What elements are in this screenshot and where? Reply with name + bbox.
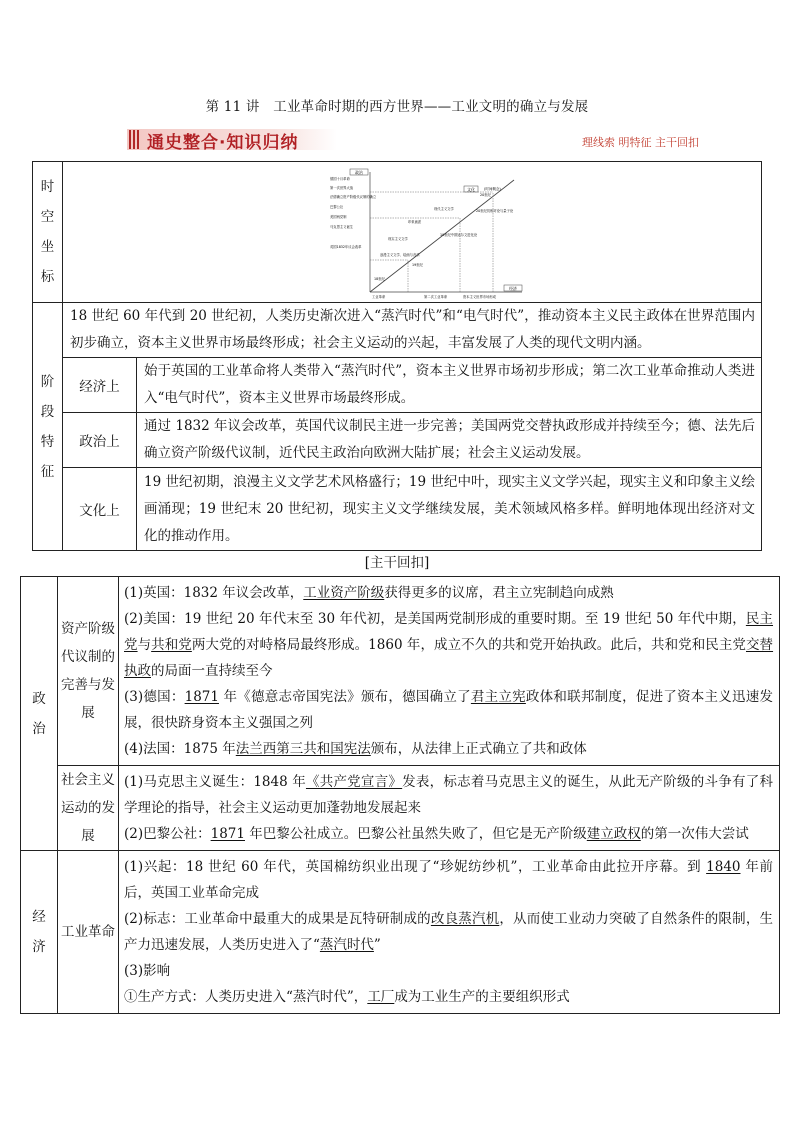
banner-title: 通史整合·知识归纳 (147, 133, 299, 153)
politics-item-4: 美国两党制 (330, 215, 347, 219)
eco-sub1-content (119, 851, 780, 1014)
politics-item-2: 法德确立资产阶级代议制的确立 (330, 195, 377, 199)
economy-item-0: 工业革命 (372, 295, 386, 299)
timeline-label: 时空坐标 (40, 179, 55, 285)
economy-heading: 经济 (32, 909, 46, 955)
politics-label: 政治上 (63, 413, 137, 468)
timeline-diagram (328, 168, 528, 300)
economy-label: 经济上 (63, 358, 137, 413)
politics-item-3: 巴黎公社 (330, 205, 344, 209)
culture-item-5: 20世纪初相对论与量子论 (476, 209, 514, 213)
eco-sub1: 工业革命 (58, 851, 119, 1014)
culture-label: 文化上 (63, 468, 137, 551)
lecture-title: 第 11 讲 工业革命时期的西方世界——工业文明的确立与发展 (205, 99, 589, 115)
section-label: [主干回扣] (364, 555, 430, 571)
economy-cell (21, 851, 58, 1014)
politics-item-0: 德国十月革命 (330, 177, 350, 181)
stage-label-cell (33, 303, 63, 551)
stage-label: 阶段特征 (40, 373, 55, 480)
axis-x-label: 经济 (509, 286, 517, 291)
review-table (20, 576, 780, 1014)
timeline-diagram-cell (63, 162, 762, 303)
culture-item-4: 19世纪中期达尔文进化论 (440, 233, 478, 237)
axis-y-label: 政治 (355, 170, 363, 175)
culture-text: 19 世纪初期，浪漫主义文学艺术风格盛行；19 世纪中叶，现实主义文学兴起，现实主义和印象主义绘画涌现；19 世纪末 20 世纪初，现实主义文学继续发展，美术领域风格多样。鲜明地体现出经济对文化的推动作用。 (137, 468, 762, 551)
timeline-label-cell (33, 162, 63, 303)
diagonal-note: (时间概念) (484, 187, 501, 191)
banner-stripes-icon (129, 130, 141, 149)
time-item-1: 19世纪 (412, 263, 423, 267)
culture-item-3: 现代主义文学 (434, 207, 454, 211)
politics-text: 通过 1832 年议会改革，英国代议制民主进一步完善；美国两党交替执政形成并持续至今；德、法先后确立资产阶级代议制，近代民主政治向欧洲大陆扩展；社会主义运动发展。 (137, 413, 762, 468)
economy-text: 始于英国的工业革命将人类带入“蒸汽时代”，资本主义世界市场初步形成；第二次工业革命推动人类进入“电气时代”，资本主义世界市场最终形成。 (137, 358, 762, 413)
section-banner (127, 127, 707, 151)
eco-item-rise: (1)兴起：18 世纪 60 年代，英国棉纺织业出现了“珍妮纺纱机”，工业革命由此拉开序幕。到 1840 年前后，英国工业革命完成 (124, 859, 773, 901)
diagonal-label: 文化 (467, 187, 475, 192)
pol-sub1: 资产阶级代议制的完善与发展 (58, 577, 119, 766)
economy-item-1: 第二次工业革命 (424, 295, 448, 299)
time-item-0: 18世纪 (374, 277, 385, 281)
pol-sub2-content (119, 766, 780, 851)
politics-item-6: 英国1832年议会改革 (330, 245, 362, 249)
pol-item-uk: (1)英国：1832 年议会改革，工业资产阶级获得更多的议席，君主立宪制趋向成熟 (124, 585, 614, 601)
stage-intro: 18 世纪 60 年代到 20 世纪初，人类历史渐次进入“蒸汽时代”和“电气时代”，推动资本主义民主政体在世界范围内初步确立，资本主义世界市场最终形成；社会主义运动的兴起，丰富发展了人类的现代文明内涵。 (63, 303, 762, 358)
pol-sub1-content (119, 577, 780, 766)
soc-item-paris: (2)巴黎公社：1871 年巴黎公社成立。巴黎公社虽然失败了，但它是无产阶级建立政权的第一次伟大尝试 (124, 826, 749, 842)
pol-sub2: 社会主义运动的发展 (58, 766, 119, 851)
politics-item-5: 马克思主义诞生 (330, 225, 354, 229)
eco-item-production: ①生产方式：人类历史进入“蒸汽时代”，工厂成为工业生产的主要组织形式 (124, 989, 570, 1005)
economy-item-2: 资本主义世界市场形成 (463, 295, 496, 299)
culture-item-2: 印象画派 (408, 220, 422, 224)
eco-item-symbol: (2)标志：工业革命中最重大的成果是瓦特研制成的改良蒸汽机，从而使工业动力突破了自然条件的限制，生产力迅速发展，人类历史进入了“蒸汽时代” (124, 911, 774, 953)
eco-item-impact: (3)影响 (124, 963, 171, 979)
culture-item-1: 现实主义文学 (388, 237, 408, 241)
overview-table (32, 161, 762, 551)
time-item-2: 20世纪 (480, 193, 491, 197)
pol-item-us: (2)美国：19 世纪 20 年代末至 30 年代初，是美国两党制形成的重要时期。至 19 世纪 50 年代中期，民主党与共和党两大党的对峙格局最终形成。1860 年，成立不久的共和党开始执政。此后，共和党和民主党交替执政的局面一直持续至今 (124, 611, 774, 679)
soc-item-marx: (1)马克思主义诞生：1848 年《共产党宣言》发表，标志着马克思主义的诞生，从此无产阶级的斗争有了科学理论的指导，社会主义运动更加蓬勃地发展起来 (124, 774, 774, 816)
culture-item-0: 浪漫主义文学、绘画与音乐 (380, 253, 420, 257)
pol-item-de: (3)德国：1871 年《德意志帝国宪法》颁布，德国确立了君主立宪政体和联邦制度，促进了资本主义迅速发展，很快跻身资本主义强国之列 (124, 689, 774, 731)
politics-item-1: 第一次世界大战 (330, 186, 354, 190)
banner-tags: 理线索 明特征 主干回扣 (582, 136, 699, 149)
pol-item-fr: (4)法国：1875 年法兰西第三共和国宪法颁布，从法律上正式确立了共和政体 (124, 741, 587, 757)
politics-cell (21, 577, 58, 851)
politics-heading: 政治 (32, 690, 46, 737)
